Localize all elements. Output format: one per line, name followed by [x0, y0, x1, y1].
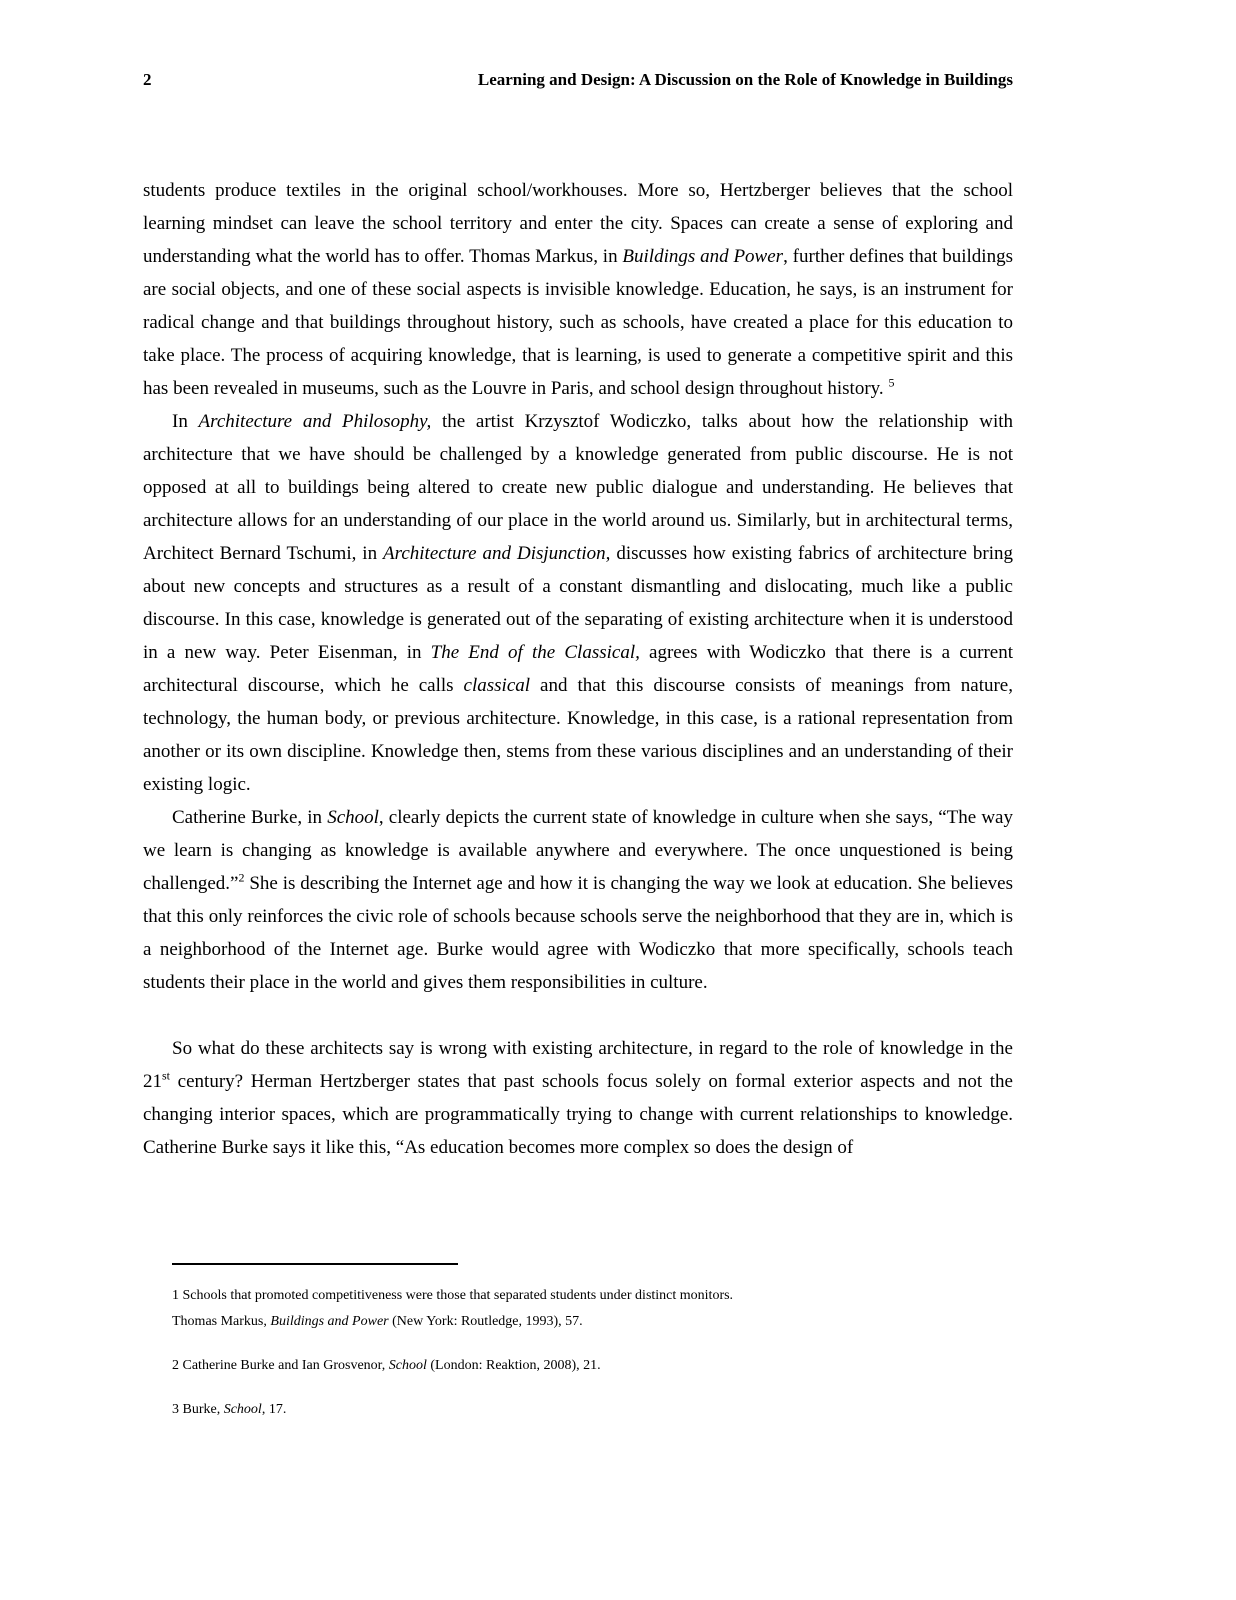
text-run: century? Herman Hertzberger states that past schools focus solely on formal exterior aspects and not the changing interior spaces, which are programmatically trying to change with current relationships to knowledge. Catherine Burke says it like this, “As education becomes more complex so does the design of: [143, 1071, 1013, 1158]
page-header: [143, 70, 1013, 96]
book-title: Buildings and Power: [270, 1314, 389, 1329]
text-run: , 17.: [261, 1402, 287, 1417]
text-run: agrees with Wodiczko that there is a current architectural discourse, which he calls: [143, 642, 1014, 696]
text-run: (London: Reaktion, 2008), 21.: [426, 1358, 601, 1373]
emphasis: classical: [463, 675, 531, 696]
running-title: Learning and Design: A Discussion on the Role of Knowledge in Buildings: [477, 70, 1013, 89]
text-run: 3 Burke,: [172, 1402, 224, 1417]
text-run: So what do these architects say is wrong with existing architecture, in regard to the role of knowledge in the 21: [143, 1038, 1013, 1092]
body-text: [143, 174, 1013, 1164]
footnote-1-line-2: [172, 1309, 992, 1335]
text-run: students produce textiles in the original school/workhouses. More so, Hertzberger believes that the school learning mindset can leave the school territory and enter the city. Spaces can create a sense of exploring and understanding what the world has to offer. Thomas Markus, in: [143, 180, 1013, 267]
paragraph-4: [143, 1032, 1013, 1164]
text-run: the artist Krzysztof Wodiczko, talks about how the relationship with architecture that we have should be challenged by a knowledge generated from public discourse. He is not opposed at all to buildings being altered to create new public dialogue and understanding. He believes that architecture allows for an understanding of our place in the world around us. Similarly, but in architectural terms, Architect Bernard Tschumi, in: [143, 411, 1014, 564]
text-run: , further defines that buildings are social objects, and one of these social aspects is invisible knowledge. Education, he says, is an instrument for radical change and that buildings throughout history, such as schools, have created a place for this education to take place. The process of acquiring knowledge, that is learning, is used to generate a competitive spirit and this has been revealed in museums, such as the Louvre in Paris, and school design throughout history.: [143, 246, 1013, 399]
footnote-2: [172, 1353, 992, 1379]
text-run: Catherine Burke, in: [172, 807, 328, 828]
footnote-ref: 5: [888, 375, 895, 390]
book-title: Architecture and Philosophy,: [198, 411, 432, 432]
text-run: discusses how existing fabrics of architecture bring about new concepts and structures as a result of a constant dismantling and dislocating, much like a public discourse. In this case, knowledge is generated out of the separating of existing architecture when it is understood in a new way. Peter Eisenman, in: [143, 543, 1013, 663]
paragraph-1: [143, 174, 1013, 405]
footnote-3: [172, 1397, 992, 1423]
paragraph-2: [143, 405, 1013, 801]
text-run: (New York: Routledge, 1993), 57.: [388, 1314, 583, 1329]
text-run: and that this discourse consists of meanings from nature, technology, the human body, or previous architecture. Knowledge, in this case, is a rational representation from another or its own discipline. Knowledge then, stems from these various disciplines and an understanding of their existing logic.: [143, 675, 1013, 795]
footnote-1-line-1: 1 Schools that promoted competitiveness were those that separated students under distinct monitors.: [172, 1288, 734, 1303]
book-title: School: [388, 1358, 427, 1373]
ordinal-suffix: st: [162, 1068, 171, 1083]
footnote-ref: 2: [238, 870, 245, 885]
text-run: , clearly depicts the current state of knowledge in culture when she says, “The way we learn is changing as knowledge is available anywhere and everywhere. The once unquestioned is being challenged.”: [143, 807, 1013, 894]
book-title: The End of the Classical,: [430, 642, 640, 663]
footnote-divider: [172, 1263, 458, 1265]
text-run: 2 Catherine Burke and Ian Grosvenor,: [172, 1358, 389, 1373]
book-title: School: [327, 807, 379, 828]
text-run: Thomas Markus,: [172, 1314, 271, 1329]
text-run: In: [172, 411, 199, 432]
paragraph-3: [143, 801, 1013, 999]
text-run: She is describing the Internet age and how it is changing the way we look at education. She believes that this only reinforces the civic role of schools because schools serve the neighborhood that they are in, which is a neighborhood of the Internet age. Burke would agree with Wodiczko that more specifically, schools teach students their place in the world and gives them responsibilities in culture.: [143, 873, 1013, 993]
book-title: School: [223, 1402, 262, 1417]
book-title: Architecture and Disjunction,: [383, 543, 611, 564]
page-number: 2: [143, 70, 152, 89]
book-title: Buildings and Power: [622, 246, 784, 267]
footnotes: [172, 1283, 992, 1423]
